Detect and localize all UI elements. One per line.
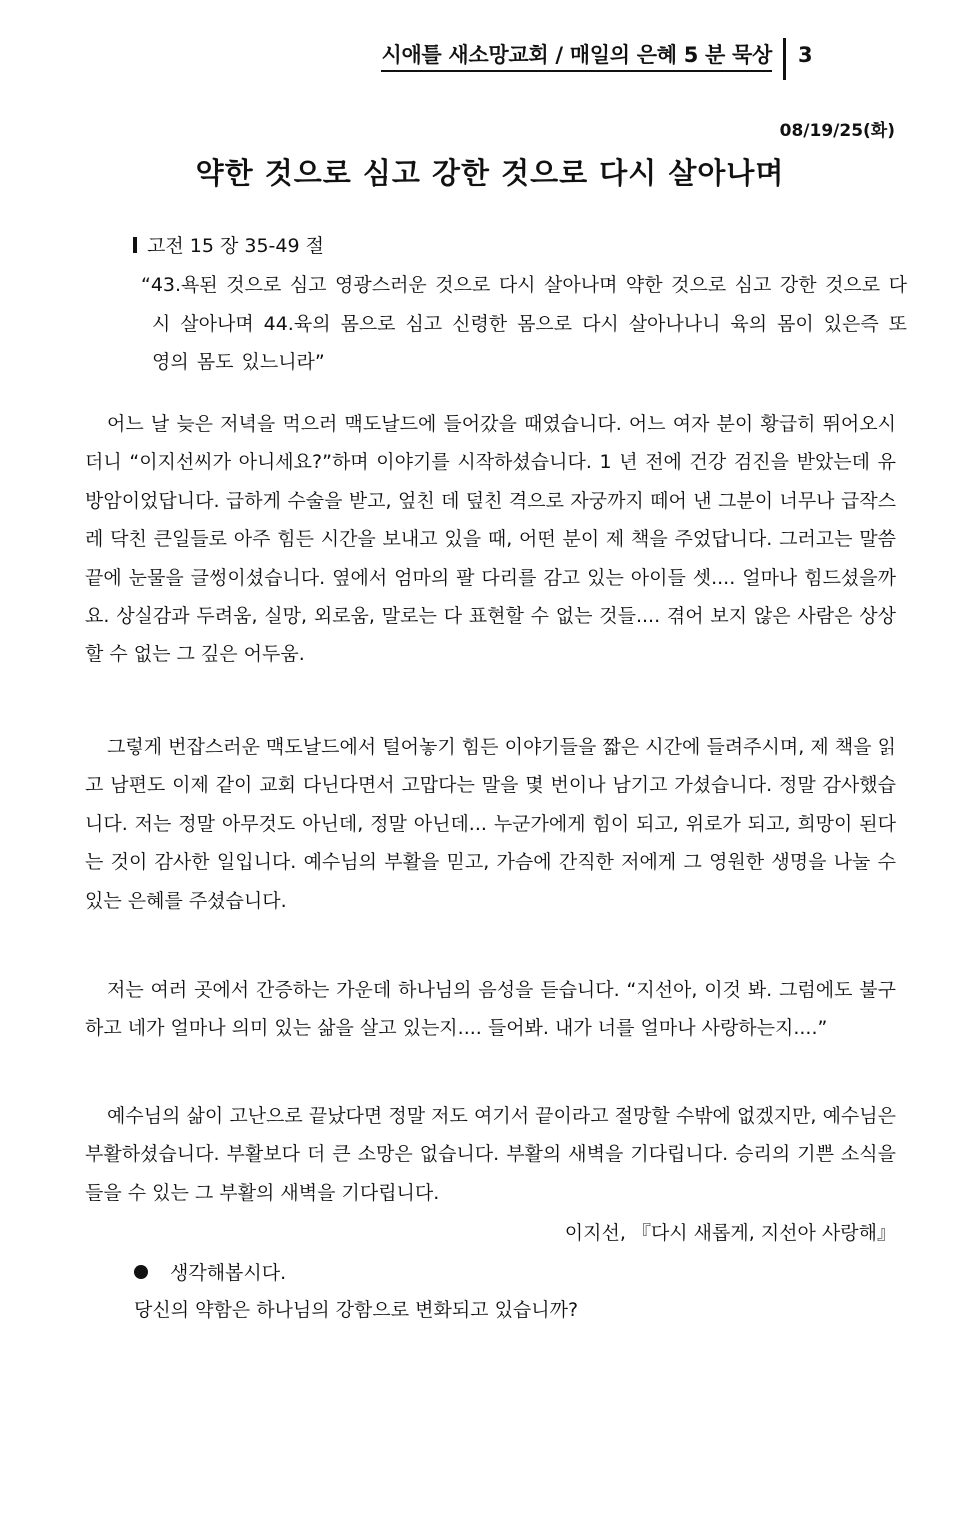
reflection-heading: [134, 1256, 286, 1290]
header-separator: [783, 38, 786, 80]
page-title: 약한 것으로 심고 강한 것으로 다시 살아나며: [195, 156, 785, 190]
bullet-icon: [134, 1265, 148, 1279]
paragraph-4: 예수님의 삶이 고난으로 끝났다면 정말 저도 여기서 끝이라고 절망할 수밖에 없겠지만, 예수님은 부활하셨습니다. 부활보다 더 큰 소망은 없습니다. 부활의 새벽을 기다립니다. 승리의 기쁜 소식을 들을 수 있는 그 부활의 새벽을 기다립니다.: [85, 1105, 896, 1204]
paragraph-3: 저는 여러 곳에서 간증하는 가운데 하나님의 음성을 듣습니다. “지선아, 이것 봐. 그럼에도 불구하고 네가 얼마나 의미 있는 삶을 살고 있는지.... 들어봐. 내가 너를 얼마나 사랑하는지....”: [85, 979, 896, 1040]
scripture-verse: “43.욕된 것으로 심고 영광스러운 것으로 다시 살아나며 약한 것으로 심고 강한 것으로 다시 살아나며 44.육의 몸으로 심고 신령한 몸으로 다시 살아나나니 육의 몸이 있은즉 또 영의 몸도 있느니라”: [141, 274, 907, 373]
reflection-label: 생각해봅시다.: [170, 1262, 287, 1284]
reference-text: 고전 15 장 35-49 절: [147, 235, 324, 257]
header-title: 시애틀 새소망교회 / 매일의 은혜 5 분 묵상: [381, 42, 772, 72]
scripture-reference: [133, 232, 324, 260]
page-number: 3: [798, 43, 813, 67]
paragraph-1: 어느 날 늦은 저녁을 먹으러 맥도날드에 들어갔을 때였습니다. 어느 여자 분이 황급히 뛰어오시더니 “이지선씨가 아니세요?”하며 이야기를 시작하셨습니다. 1 년 전에 건강 검진을 받았는데 유방암이었답니다. 급하게 수술을 받고, 엎친 데 덮친 격으로 자궁까지 떼어 낸 그분이 너무나 급작스레 닥친 큰일들로 아주 힘든 시간을 보내고 있을 때, 어떤 분이 제 책을 주었답니다. 그러고는 말씀 끝에 눈물을 글썽이셨습니다. 옆에서 엄마의 팔 다리를 감고 있는 아이들 셋.... 얼마나 힘드셨을까요. 상실감과 두려움, 실망, 외로움, 말로는 다 표현할 수 없는 것들.... 겪어 보지 않은 사람은 상상할 수 없는 그 깊은 어두움.: [85, 413, 896, 666]
reflection-question: 당신의 약함은 하나님의 강함으로 변화되고 있습니까?: [134, 1299, 579, 1321]
page-header: [0, 38, 980, 78]
attribution: 이지선, 『다시 새롭게, 지선아 사랑해』: [564, 1222, 896, 1244]
date: 08/19/25(화): [779, 121, 895, 141]
paragraph-2: 그렇게 번잡스러운 맥도날드에서 털어놓기 힘든 이야기들을 짧은 시간에 들려주시며, 제 책을 읽고 남편도 이제 같이 교회 다닌다면서 고맙다는 말을 몇 번이나 남기고 가셨습니다. 정말 감사했습니다. 저는 정말 아무것도 아닌데, 정말 아닌데... 누군가에게 힘이 되고, 위로가 되고, 희망이 된다는 것이 감사한 일입니다. 예수님의 부활을 믿고, 가슴에 간직한 저에게 그 영원한 생명을 나눌 수 있는 은혜를 주셨습니다.: [85, 736, 896, 912]
reference-bar-icon: [133, 237, 137, 253]
